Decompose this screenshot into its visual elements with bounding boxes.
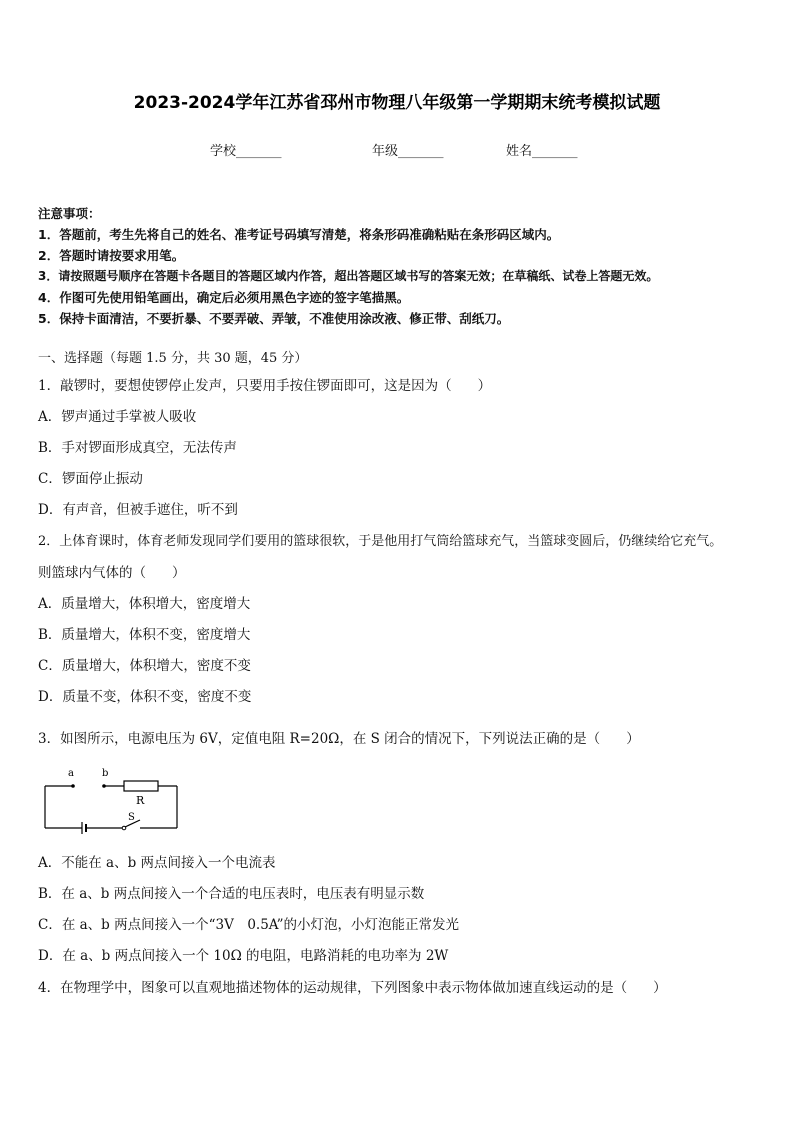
question-4-text: 4．在物理学中，图象可以直观地描述物体的运动规律，下列图象中表示物体做加速直线运动的是（ [38,980,628,996]
circuit-diagram [40,762,185,834]
question-3-option-d: D．在 a、b 两点间接入一个 10Ω 的电阻，电路消耗的电功率为 2W [38,948,449,964]
question-2-option-a: A．质量增大，体积增大，密度增大 [38,596,251,612]
terminal-a [71,784,75,788]
question-3-stem [38,727,640,747]
question-3-text: 3．如图所示，电源电压为 6V，定值电阻 R=20Ω，在 S 闭合的情况下，下列说法正确的是（ [38,731,601,747]
notes-block [38,203,778,329]
school-label: 学校 [210,144,237,159]
note-item: 3．请按照题号顺序在答题卡各题目的答题区域内作答，超出答题区域书写的答案无效；在草稿纸、试卷上答题无效。 [38,269,659,283]
note-item: 4．作图可先使用铅笔画出，确定后必须用黑色字迹的签字笔描黑。 [38,290,410,305]
question-1-option-b: B．手对锣面形成真空，无法传声 [38,440,237,456]
note-item: 5．保持卡面清洁，不要折暴、不要弄破、弄皱，不准使用涂改液、修正带、刮纸刀。 [38,311,510,326]
grade-blank: _______ [398,144,444,159]
question-1-option-a: A．锣声通过手掌被人吸收 [38,409,197,425]
name-label: 姓名 [506,144,533,159]
section-heading: 一、选择题（每题 1.5 分，共 30 题，45 分） [38,351,308,366]
question-1-stem [38,374,491,394]
question-3-close: ） [626,731,640,747]
label-s: S [128,812,135,823]
question-1-text: 1．敲锣时，要想使锣停止发声，只要用手按住锣面即可，这是因为（ [38,378,452,394]
question-3-option-a: A．不能在 a、b 两点间接入一个电流表 [38,855,276,871]
question-2-option-b: B．质量增大，体积不变，密度增大 [38,627,251,643]
school-blank: _______ [236,144,282,159]
question-3-option-b: B．在 a、b 两点间接入一个合适的电压表时，电压表有明显示数 [38,886,425,902]
question-4-stem [38,976,667,996]
grade-field [372,140,444,159]
school-field [210,140,282,159]
name-field [506,140,578,159]
question-4-close: ） [653,980,667,996]
resistor-symbol [124,781,158,791]
notes-heading: 注意事项： [38,206,101,221]
question-2-text: 则篮球内气体的（ [38,565,146,581]
grade-label: 年级 [372,144,399,159]
label-a: a [68,768,74,779]
question-2-option-c: C．质量增大，体积增大，密度不变 [38,658,251,674]
question-3-option-c: C．在 a、b 两点间接入一个“3V 0.5A”的小灯泡，小灯泡能正常发光 [38,917,459,933]
question-1-option-d: D．有声音，但被手遮住，听不到 [38,502,238,518]
question-2-option-d: D．质量不变，体积不变，密度不变 [38,689,252,705]
question-2-stem-cont [38,561,186,581]
question-1-option-c: C．锣面停止振动 [38,471,143,487]
note-item: 1．答题前，考生先将自己的姓名、准考证号码填写清楚，将条形码准确粘贴在条形码区域内。 [38,227,560,242]
name-blank: _______ [532,144,578,159]
label-b: b [102,768,109,779]
question-1-close: ） [477,378,492,394]
page-title: 2023-2024学年江苏省邳州市物理八年级第一学期期末统考模拟试题 [133,93,661,113]
label-r: R [136,794,145,807]
question-2-stem: 2．上体育课时，体育老师发现同学们要用的篮球很软，于是他用打气筒给篮球充气，当篮球变圆后，仍继续给它充气。 [38,534,723,549]
question-2-close: ） [172,565,186,581]
note-item: 2．答题时请按要求用笔。 [38,248,185,263]
